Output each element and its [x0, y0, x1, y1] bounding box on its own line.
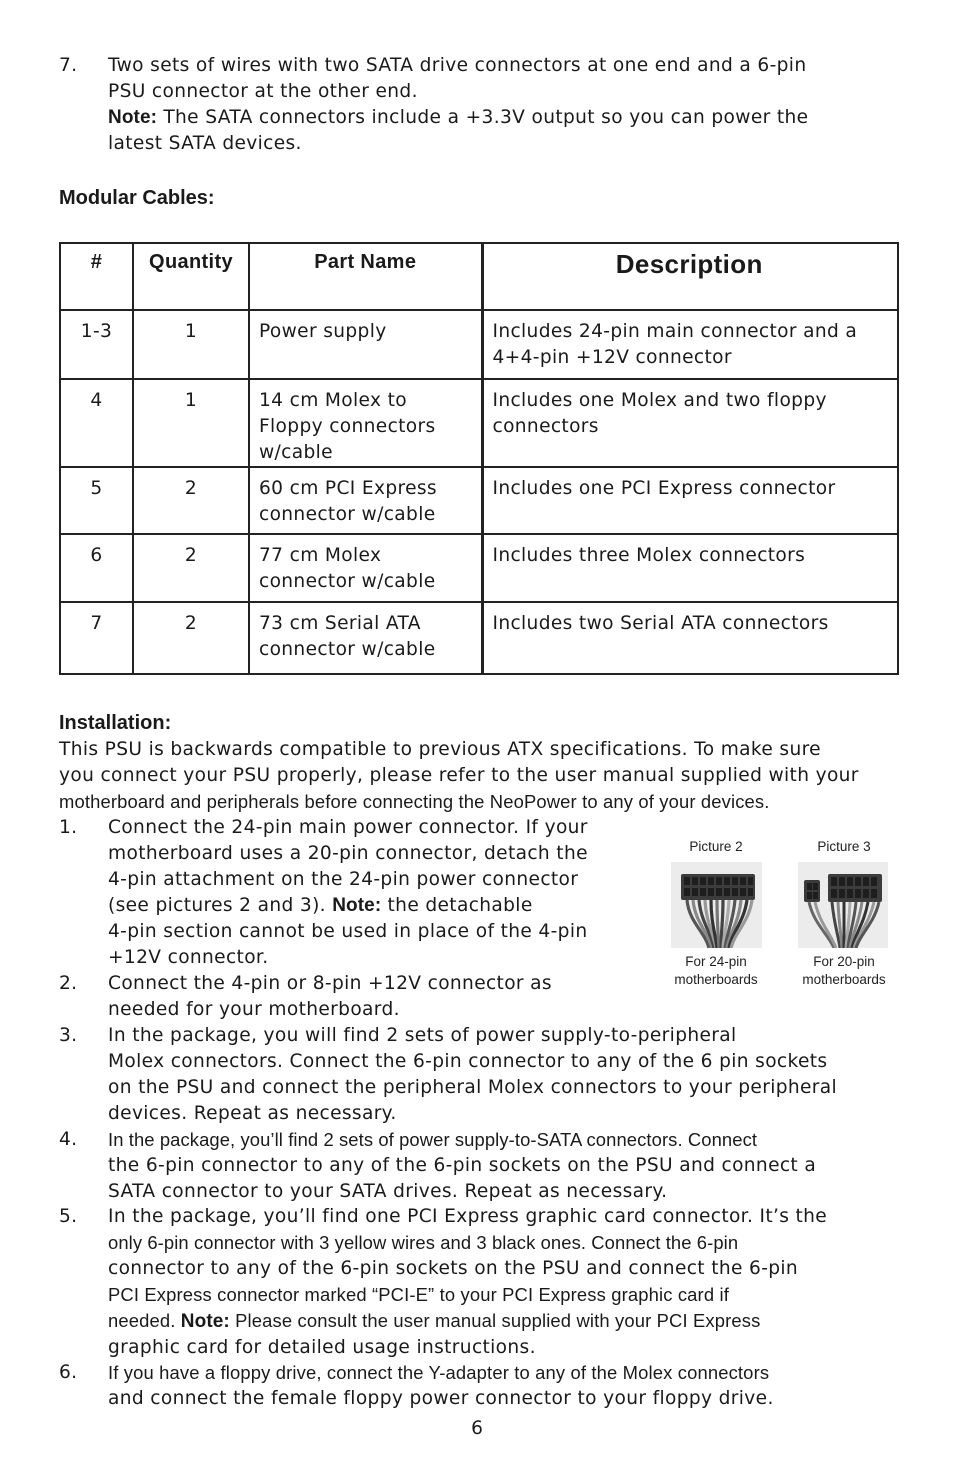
- cell-number: 6: [60, 534, 133, 602]
- install-step-5: 5. In the package, you’ll find one PCI Express graphic card connector. It’s the only 6-pin connector with 3 yellow wires and 3 black ones. Connect the 6-pin connector to any of the 6-pin sockets on the PSU and connect the 6-pin PCI Express connector marked “PCI-E” to your PCI Express graphic card if needed. Note: Please consult the user manual supplied with your PCI Express graphic card for detailed usage instructions.: [59, 1206, 828, 1358]
- step-number: 1.: [59, 817, 78, 838]
- step-number: 4.: [59, 1129, 78, 1150]
- step-number: 5.: [59, 1206, 78, 1227]
- cell-quantity: 1: [133, 379, 249, 467]
- cell-description: Includes three Molex connectors: [482, 534, 898, 602]
- column-header-number: #: [60, 243, 133, 310]
- cell-description: Includes one Molex and two floppy connectors: [482, 379, 898, 467]
- install-step-2: 2. Connect the 4-pin or 8-pin +12V connector as needed for your motherboard.: [59, 973, 552, 1020]
- table-row: [60, 534, 898, 602]
- cell-quantity: 2: [133, 602, 249, 674]
- cell-number: 7: [60, 602, 133, 674]
- picture-2-caption: For 24-pin motherboards: [674, 954, 758, 987]
- install-step-6: 6. If you have a floppy drive, connect the Y-adapter to any of the Molex connectors and connect the female floppy power connector to your floppy drive.: [59, 1362, 774, 1409]
- column-header-part-name: Part Name: [249, 243, 482, 310]
- cell-quantity: 1: [133, 310, 249, 379]
- install-step-3: 3. In the package, you will find 2 sets of power supply-to-peripheral Molex connectors. Connect the 6-pin connector to any of the 6 pin sockets on the PSU and connect the peripheral Molex connectors to your peripheral devices. Repeat as necessary.: [59, 1025, 838, 1124]
- cell-description: Includes two Serial ATA connectors: [482, 602, 898, 674]
- modular-cables-heading: Modular Cables:: [59, 187, 215, 209]
- picture-3-title: Picture 3: [817, 839, 871, 854]
- table-row: [60, 379, 898, 467]
- note-label: Note:: [180, 1311, 230, 1332]
- step-number: 6.: [59, 1362, 78, 1383]
- column-header-quantity: Quantity: [133, 243, 249, 310]
- cell-part-name: 14 cm Molex to Floppy connectors w/cable: [249, 379, 482, 467]
- cell-part-name: 77 cm Molex connector w/cable: [249, 534, 482, 602]
- install-step-4: 4. In the package, you’ll find 2 sets of power supply-to-SATA connectors. Connect the 6-pin connector to any of the 6-pin sockets on the PSU and connect a SATA connector to your SATA drives. Repeat as necessary.: [59, 1129, 817, 1202]
- item-number: 7.: [59, 55, 78, 76]
- cell-quantity: 2: [133, 467, 249, 534]
- table-header-row: [60, 243, 898, 310]
- picture-2-title: Picture 2: [689, 839, 743, 854]
- step-number: 3.: [59, 1025, 78, 1046]
- modular-cables-table: [59, 242, 899, 675]
- note-label: Note:: [332, 895, 382, 916]
- cable-24pin-icon: [671, 862, 762, 948]
- picture-2-image: [671, 862, 762, 948]
- cell-description: Includes one PCI Express connector: [482, 467, 898, 534]
- cell-quantity: 2: [133, 534, 249, 602]
- picture-3-caption: For 20-pin motherboards: [802, 954, 886, 987]
- note-line: [108, 105, 899, 131]
- picture-3-image: [798, 862, 888, 948]
- cell-number: 1-3: [60, 310, 133, 379]
- item-text-line: latest SATA devices.: [108, 133, 302, 154]
- cell-number: 4: [60, 379, 133, 467]
- item-text-line: Two sets of wires with two SATA drive connectors at one end and a 6-pin: [108, 55, 807, 76]
- cable-20pin-icon: [798, 862, 888, 948]
- note-text: The SATA connectors include a +3.3V output so you can power the: [157, 107, 809, 128]
- item-text-line: PSU connector at the other end.: [108, 81, 418, 102]
- step-number: 2.: [59, 973, 78, 994]
- column-header-description: Description: [482, 243, 898, 310]
- installation-intro: This PSU is backwards compatible to previous ATX specifications. To make sure you connect your PSU properly, please refer to the user manual supplied with your motherboard and peripherals before connecting the NeoPower to any of your devices.: [59, 739, 859, 812]
- note-label: Note:: [108, 107, 158, 128]
- installation-heading: Installation:: [59, 712, 172, 734]
- cell-part-name: 60 cm PCI Express connector w/cable: [249, 467, 482, 534]
- table-row: [60, 310, 898, 379]
- page-number: 6: [471, 1418, 483, 1439]
- cell-part-name: Power supply: [249, 310, 482, 379]
- list-item-7: [59, 53, 899, 157]
- table-row: [60, 467, 898, 534]
- cell-number: 5: [60, 467, 133, 534]
- cell-description: Includes 24-pin main connector and a 4+4-pin +12V connector: [482, 310, 898, 379]
- cell-part-name: 73 cm Serial ATA connector w/cable: [249, 602, 482, 674]
- install-step-1: 1. Connect the 24-pin main power connector. If your motherboard uses a 20-pin connector, detach the 4-pin attachment on the 24-pin power connector (see pictures 2 and 3). Note: the detachable 4-pin section cannot be used in place of the 4-pin +12V connector.: [59, 817, 588, 968]
- table-row: [60, 602, 898, 674]
